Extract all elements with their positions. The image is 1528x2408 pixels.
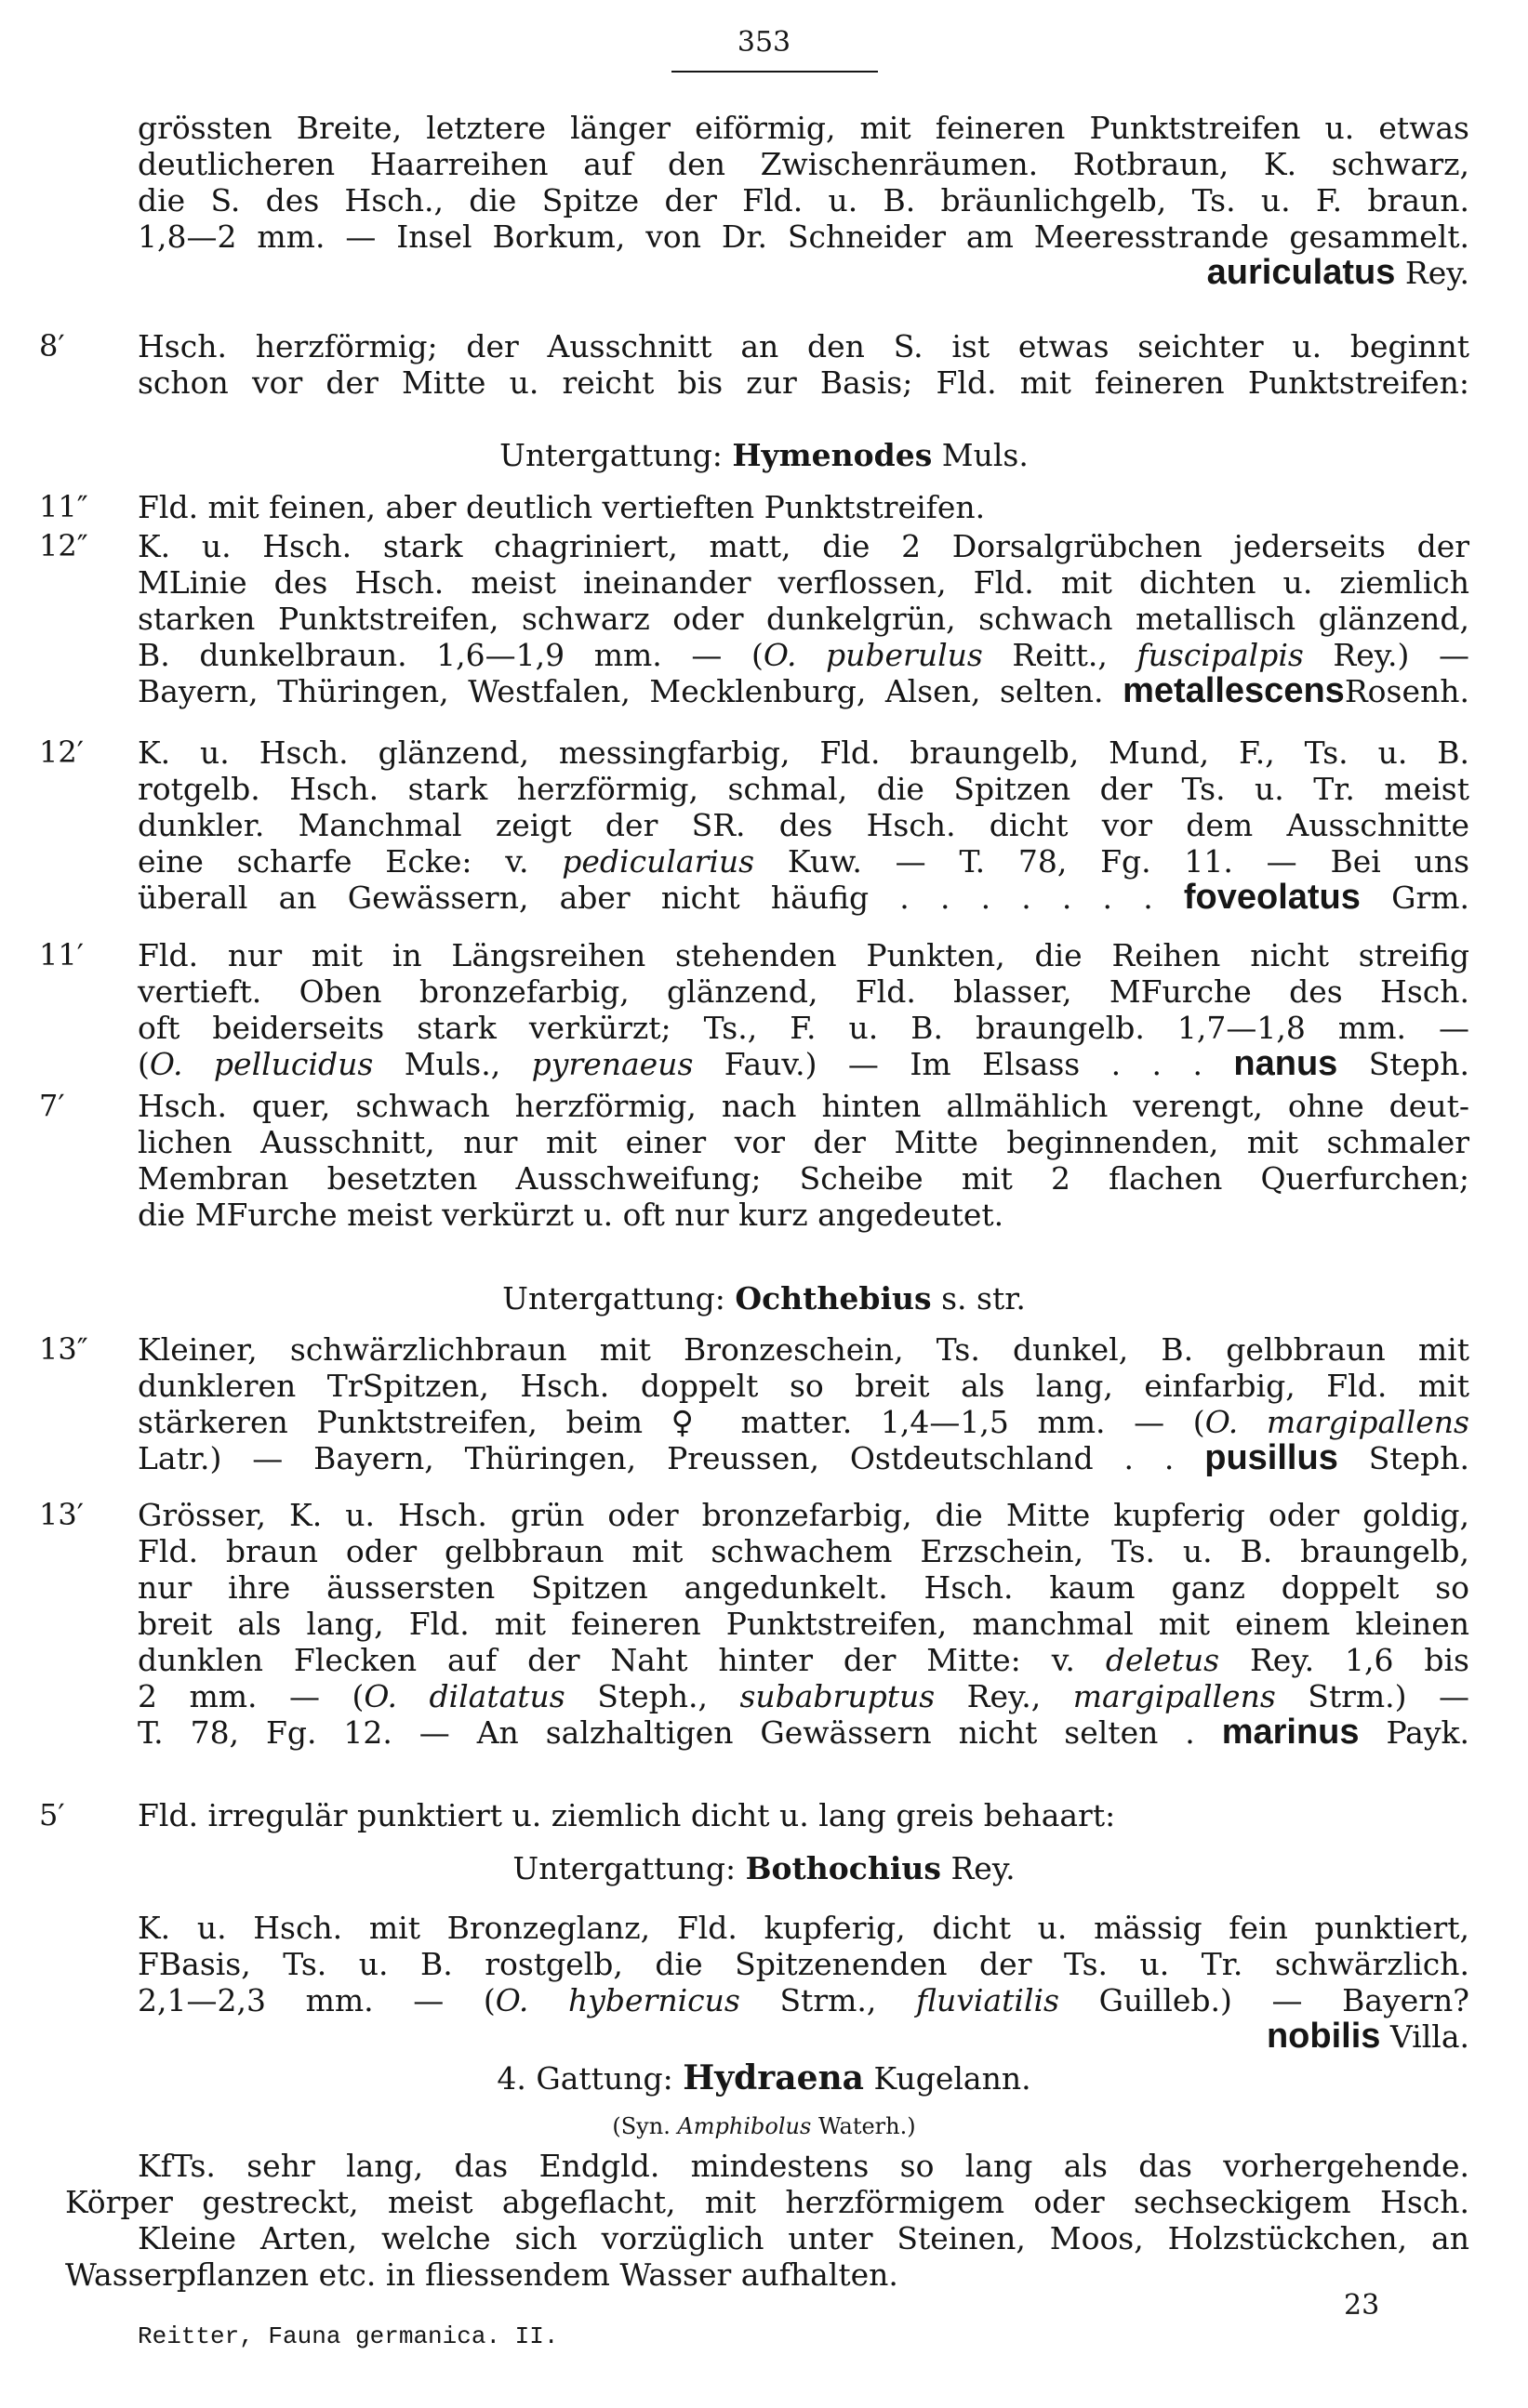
text-line: Fld. irregulär punktiert u. ziemlich dicht u. lang greis behaart: xyxy=(138,1797,1116,1833)
text-line: Grösser, K. u. Hsch. grün oder bronzefarbig, die Mitte kupferig oder goldig, xyxy=(138,1497,1469,1533)
subgenus-name: Ochthebius xyxy=(735,1280,932,1316)
variety-name: deletus xyxy=(1105,1642,1220,1678)
text-span: ( xyxy=(138,1046,150,1082)
text-span: Strm.) — xyxy=(1275,1678,1470,1714)
couplet-marker: 11″ xyxy=(39,489,88,524)
species-author: Villa. xyxy=(1389,2018,1469,2055)
synonym-name: margipallens xyxy=(1072,1678,1276,1714)
text-line: deutlicheren Haarreihen auf den Zwischenräumen. Rotbraun, K. schwarz, xyxy=(138,146,1469,182)
species-name: foveolatus xyxy=(1183,878,1361,917)
couplet-marker: 5′ xyxy=(39,1797,65,1832)
text-line: dunkleren TrSpitzen, Hsch. doppelt so breit als lang, einfarbig, Fld. mit xyxy=(138,1368,1469,1404)
text-line: starken Punktstreifen, schwarz oder dunkelgrün, schwach metallisch glänzend, xyxy=(138,601,1469,637)
couplet-11b xyxy=(138,937,1469,1082)
subgenus-prefix: Untergattung: xyxy=(512,1850,737,1886)
subgenus-name: Bothochius xyxy=(745,1850,941,1886)
intro-paragraph xyxy=(138,110,1469,291)
text-line: MLinie des Hsch. meist ineinander verflossen, Fld. mit dichten u. ziemlich xyxy=(138,564,1469,601)
couplet-7 xyxy=(138,1088,1469,1233)
subgenus-prefix: Untergattung: xyxy=(502,1280,725,1316)
text-span: Kuw. — T. 78, Fg. 11. — Bei uns xyxy=(754,843,1470,880)
couplet-13b xyxy=(138,1497,1469,1751)
text-line xyxy=(138,1404,1469,1440)
genus-prefix: 4. Gattung: xyxy=(497,2060,673,2097)
species-line xyxy=(138,255,1469,291)
couplet-nobilis xyxy=(138,1910,1469,2055)
genus-heading xyxy=(0,2060,1528,2097)
synonym-name: subabruptus xyxy=(739,1678,936,1714)
header-rule xyxy=(671,71,878,73)
synonym-name: O. pellucidus xyxy=(149,1046,374,1082)
text-span: Rey.) — xyxy=(1303,637,1469,673)
genus-author: Kugelann. xyxy=(873,2060,1031,2097)
synonym-name: O. margipallens xyxy=(1204,1404,1469,1440)
text-span: B. dunkelbraun. 1,6—1,9 mm. — ( xyxy=(138,637,764,673)
text-line: Fld. braun oder gelbbraun mit schwachem Erzschein, Ts. u. B. braungelb, xyxy=(138,1533,1469,1569)
text-line: grössten Breite, letztere länger eiförmig, mit feineren Punktstreifen u. etwas xyxy=(138,110,1469,146)
text-span: Guilleb.) — Bayern? xyxy=(1059,1982,1469,2018)
page-number: 353 xyxy=(737,26,791,59)
text-span: Waterh.) xyxy=(811,2113,916,2139)
text-span: Rey. 1,6 bis xyxy=(1219,1642,1469,1678)
species-name: nobilis xyxy=(1266,2017,1381,2056)
subgenus-heading xyxy=(0,1280,1528,1316)
species-author: Rosenh. xyxy=(1344,673,1469,709)
couplet-5 xyxy=(138,1797,1469,1833)
text-line xyxy=(138,1678,1469,1714)
text-span: 2,1—2,3 mm. — ( xyxy=(138,1982,496,2018)
species-author: Grm. xyxy=(1391,880,1469,916)
sheet-number: 23 xyxy=(1344,2289,1380,2322)
species-name: marinus xyxy=(1221,1713,1360,1752)
synonym-name: Amphibolus xyxy=(677,2113,812,2139)
text-line: oft beiderseits stark verkürzt; Ts., F. u. B. braungelb. 1,7—1,8 mm. — xyxy=(138,1010,1469,1046)
text-span: Strm., xyxy=(739,1982,916,2018)
text-line xyxy=(138,1642,1469,1678)
species-line xyxy=(138,2018,1469,2055)
couplet-marker: 8′ xyxy=(39,328,65,364)
text-line xyxy=(138,1982,1469,2018)
text-line: rotgelb. Hsch. stark herzförmig, schmal, die Spitzen der Ts. u. Tr. meist xyxy=(138,771,1469,807)
text-span: Steph., xyxy=(565,1678,740,1714)
synonym-name: O. dilatatus xyxy=(364,1678,565,1714)
species-line xyxy=(138,1714,1469,1751)
couplet-13a xyxy=(138,1331,1469,1476)
couplet-12b xyxy=(138,734,1469,916)
couplet-12a xyxy=(138,528,1469,709)
species-name: metallescens xyxy=(1123,671,1345,710)
subgenus-name: Hymenodes xyxy=(732,437,933,473)
synonym-name: O. puberulus xyxy=(763,637,983,673)
text-line xyxy=(138,637,1469,673)
species-line xyxy=(138,673,1469,709)
text-span: Latr.) — Bayern, Thüringen, Preussen, Ostdeutschland . . xyxy=(138,1440,1175,1476)
text-line: KfTs. sehr lang, das Endgld. mindestens so lang als das vorhergehende. xyxy=(138,2148,1469,2184)
genus-name: Hydraena xyxy=(683,2058,865,2097)
subgenus-heading xyxy=(0,437,1528,473)
text-line: Kleiner, schwärzlichbraun mit Bronzeschein, Ts. dunkel, B. gelbbraun mit xyxy=(138,1331,1469,1368)
species-author: Rey. xyxy=(1404,255,1469,291)
species-name: nanus xyxy=(1233,1044,1338,1083)
species-line xyxy=(138,880,1469,916)
couplet-marker: 7′ xyxy=(39,1088,65,1123)
text-span: Bayern, Thüringen, Westfalen, Mecklenburg, Alsen, selten. xyxy=(138,673,1104,709)
text-line: Fld. nur mit in Längsreihen stehenden Punkten, die Reihen nicht streifig xyxy=(138,937,1469,973)
couplet-marker: 11′ xyxy=(39,937,84,972)
text-span: eine scharfe Ecke: v. xyxy=(138,843,563,880)
subgenus-author: s. str. xyxy=(941,1280,1026,1316)
couplet-11a xyxy=(138,489,1469,525)
text-line: Hsch. herzförmig; der Ausschnitt an den S. ist etwas seichter u. beginnt xyxy=(138,328,1469,364)
text-span: (Syn. xyxy=(612,2113,678,2139)
text-span: Fauv.) — Im Elsass . . . xyxy=(693,1046,1202,1082)
couplet-marker: 12″ xyxy=(39,528,88,563)
species-name: auriculatus xyxy=(1206,253,1396,292)
text-line: lichen Ausschnitt, nur mit einer vor der Mitte beginnenden, mit schmaler xyxy=(138,1124,1469,1160)
subgenus-heading xyxy=(0,1850,1528,1886)
text-span: Rey., xyxy=(935,1678,1073,1714)
couplet-marker: 12′ xyxy=(39,734,84,770)
text-span: Muls., xyxy=(373,1046,532,1082)
footer-signature: Reitter, Fauna germanica. II. xyxy=(138,2322,559,2350)
species-name: pusillus xyxy=(1204,1438,1338,1477)
text-line: Körper gestreckt, meist abgeflacht, mit herzförmigem oder sechseckigem Hsch. xyxy=(65,2184,1469,2220)
text-line: schon vor der Mitte u. reicht bis zur Basis; Fld. mit feineren Punktstreifen: xyxy=(138,364,1469,401)
couplet-marker: 13″ xyxy=(39,1331,88,1367)
text-line: 1,8—2 mm. — Insel Borkum, von Dr. Schneider am Meeresstrande gesammelt. xyxy=(138,218,1469,255)
text-line: nur ihre äussersten Spitzen angedunkelt. Hsch. kaum ganz doppelt so xyxy=(138,1569,1469,1606)
text-span: Reitt., xyxy=(982,637,1137,673)
species-author: Payk. xyxy=(1386,1714,1469,1751)
text-line: K. u. Hsch. mit Bronzeglanz, Fld. kupferig, dicht u. mässig fein punktiert, xyxy=(138,1910,1469,1946)
text-line: Membran besetzten Ausschweifung; Scheibe mit 2 flachen Querfurchen; xyxy=(138,1160,1469,1197)
couplet-marker: 13′ xyxy=(39,1497,84,1532)
text-span: überall an Gewässern, aber nicht häufig . . . . . . . xyxy=(138,880,1153,916)
text-span: stärkeren Punktstreifen, beim ♀ matter. 1,4—1,5 mm. — ( xyxy=(138,1404,1205,1440)
genus-synonym xyxy=(0,2109,1528,2145)
variety-name: pedicularius xyxy=(562,843,755,880)
text-span: 2 mm. — ( xyxy=(138,1678,365,1714)
species-line xyxy=(138,1046,1469,1082)
synonym-name: pyrenaeus xyxy=(531,1046,694,1082)
text-line: vertieft. Oben bronzefarbig, glänzend, Fld. blasser, MFurche des Hsch. xyxy=(138,973,1469,1010)
synonym-name: O. hybernicus xyxy=(495,1982,740,2018)
text-span: dunklen Flecken auf der Naht hinter der Mitte: v. xyxy=(138,1642,1106,1678)
synonym-name: fuscipalpis xyxy=(1136,637,1304,673)
text-line: FBasis, Ts. u. B. rostgelb, die Spitzenenden der Ts. u. Tr. schwärzlich. xyxy=(138,1946,1469,1982)
subgenus-author: Muls. xyxy=(941,437,1029,473)
subgenus-prefix: Untergattung: xyxy=(499,437,723,473)
species-author: Steph. xyxy=(1368,1046,1470,1082)
text-span: T. 78, Fg. 12. — An salzhaltigen Gewässern nicht selten . xyxy=(138,1714,1195,1751)
text-line: die S. des Hsch., die Spitze der Fld. u. B. bräunlichgelb, Ts. u. F. braun. xyxy=(138,182,1469,218)
text-line: Wasserpflanzen etc. in fliessendem Wasser aufhalten. xyxy=(65,2256,898,2293)
text-line: Fld. mit feinen, aber deutlich vertieften Punktstreifen. xyxy=(138,489,986,525)
species-author: Steph. xyxy=(1368,1440,1469,1476)
species-line xyxy=(138,1440,1469,1476)
synonym-name: fluviatilis xyxy=(916,1982,1059,2018)
text-line: Hsch. quer, schwach herzförmig, nach hinten allmählich verengt, ohne deut- xyxy=(138,1088,1469,1124)
text-line: breit als lang, Fld. mit feineren Punktstreifen, manchmal mit einem kleinen xyxy=(138,1606,1469,1642)
genus-description xyxy=(65,2148,1469,2293)
text-line: K. u. Hsch. glänzend, messingfarbig, Fld. braungelb, Mund, F., Ts. u. B. xyxy=(138,734,1469,771)
text-line: Kleine Arten, welche sich vorzüglich unter Steinen, Moos, Holzstückchen, an xyxy=(138,2220,1469,2256)
text-line: die MFurche meist verkürzt u. oft nur kurz angedeutet. xyxy=(138,1197,1004,1233)
text-line: K. u. Hsch. stark chagriniert, matt, die 2 Dorsalgrübchen jederseits der xyxy=(138,528,1469,564)
subgenus-author: Rey. xyxy=(950,1850,1016,1886)
text-line: dunkler. Manchmal zeigt der SR. des Hsch. dicht vor dem Ausschnitte xyxy=(138,807,1469,843)
text-line xyxy=(138,843,1469,880)
couplet-8 xyxy=(138,328,1469,401)
